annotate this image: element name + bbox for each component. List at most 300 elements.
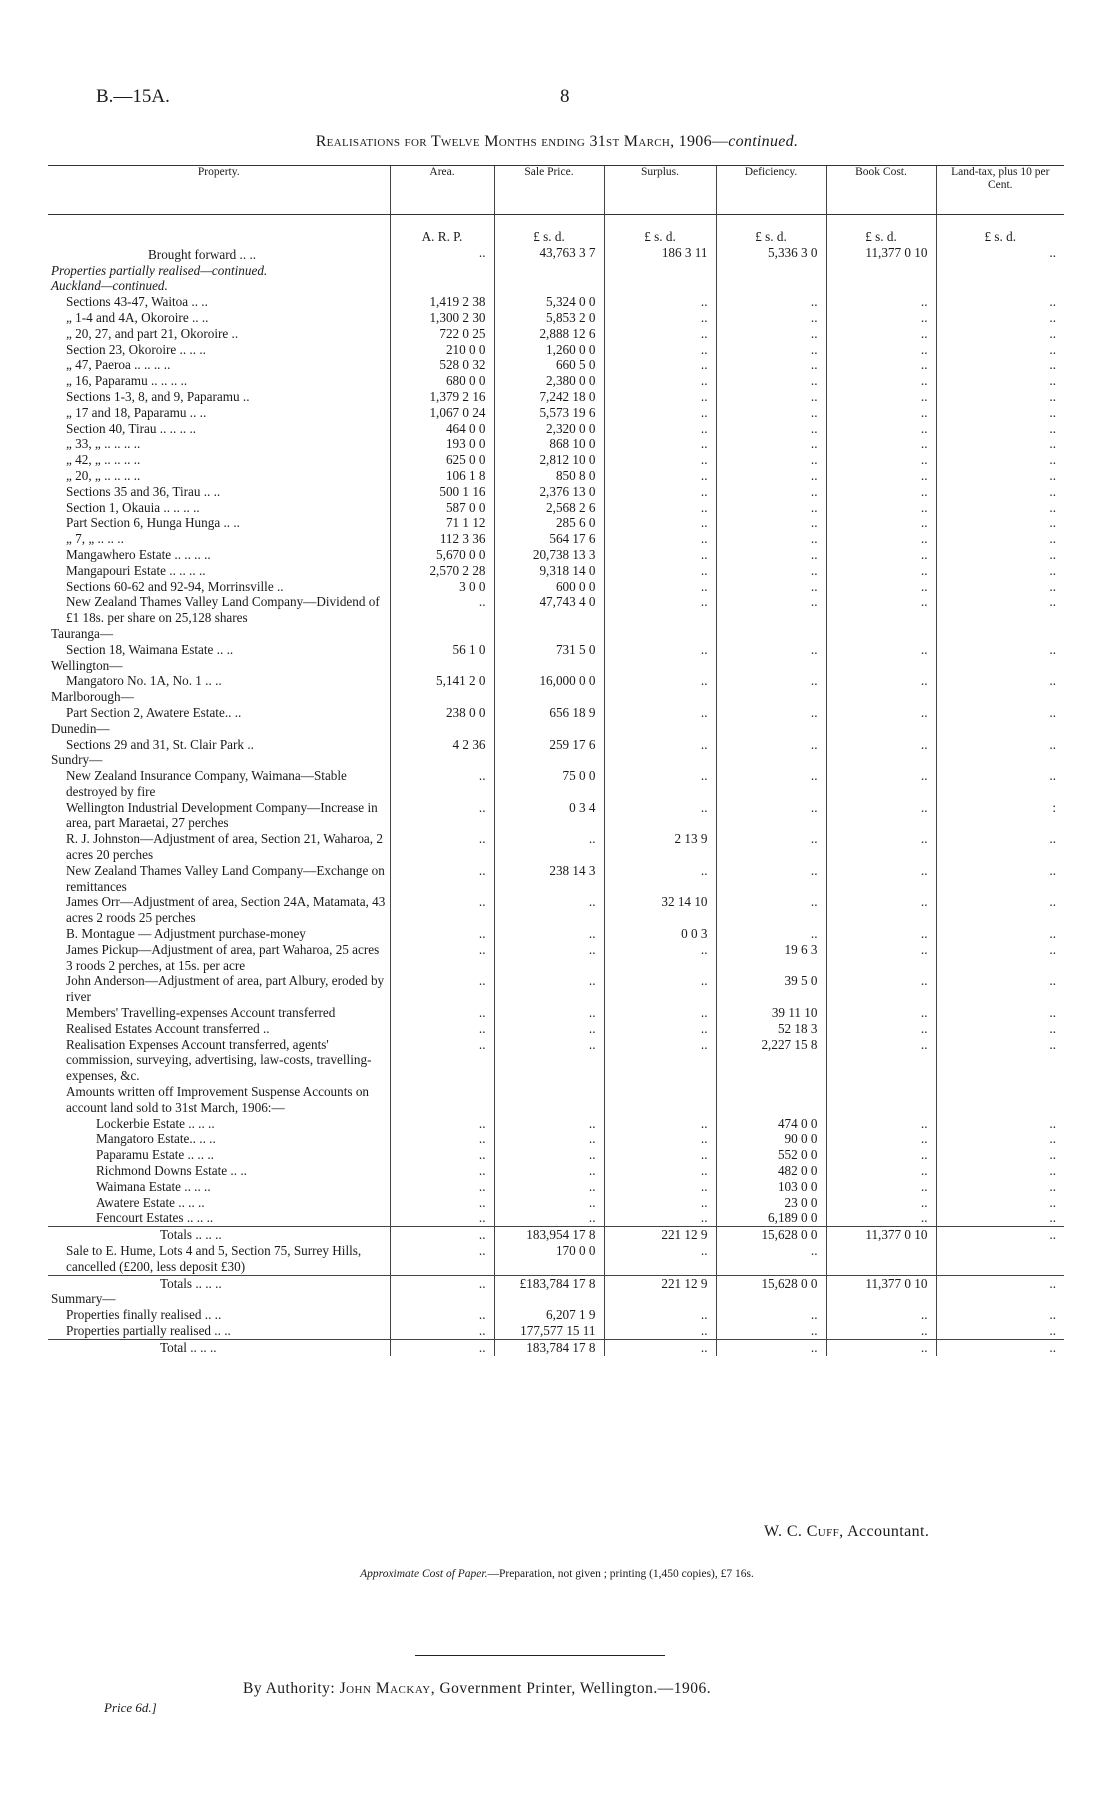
book-cell: .. xyxy=(826,1021,936,1037)
area-cell: 528 0 32 xyxy=(390,357,494,373)
book-cell: .. xyxy=(826,405,936,421)
property-cell: Part Section 2, Awatere Estate.. .. xyxy=(66,704,242,720)
surplus-cell: .. xyxy=(604,579,716,595)
property-cell: Mangawhero Estate .. .. .. .. xyxy=(66,546,211,562)
property-cell: Sections 1-3, 8, and 9, Paparamu .. xyxy=(66,388,250,404)
landtax-cell xyxy=(936,263,1064,279)
property-cell: Sections 43-47, Waitoa .. .. xyxy=(66,294,208,310)
book-cell xyxy=(826,1084,936,1116)
divider xyxy=(415,1655,665,1656)
deficiency-cell: .. xyxy=(716,326,826,342)
deficiency-cell: .. xyxy=(716,642,826,658)
deficiency-cell xyxy=(716,658,826,674)
area-cell: 2,570 2 28 xyxy=(390,563,494,579)
sale-cell: 564 17 6 xyxy=(494,531,604,547)
cost-note-label: Approximate Cost of Paper. xyxy=(360,1568,488,1580)
landtax-cell: .. xyxy=(936,245,1064,263)
sale-cell xyxy=(494,752,604,768)
landtax-cell: .. xyxy=(936,421,1064,437)
property-cell: Totals .. .. .. xyxy=(48,1227,390,1243)
sale-cell: .. xyxy=(494,894,604,926)
landtax-cell: .. xyxy=(936,389,1064,405)
table-row xyxy=(48,500,1064,516)
surplus-cell: .. xyxy=(604,1005,716,1021)
area-cell: .. xyxy=(390,1147,494,1163)
sale-cell: 850 8 0 xyxy=(494,468,604,484)
table-row xyxy=(48,373,1064,389)
surplus-cell: .. xyxy=(604,500,716,516)
area-cell: 625 0 0 xyxy=(390,452,494,468)
deficiency-cell: .. xyxy=(716,515,826,531)
sale-cell: .. xyxy=(494,942,604,974)
book-cell: 11,377 0 10 xyxy=(826,1275,936,1291)
deficiency-cell: .. xyxy=(716,705,826,721)
deficiency-cell xyxy=(716,689,826,705)
book-cell: .. xyxy=(826,357,936,373)
property-cell: Summary— xyxy=(51,1291,116,1307)
book-cell: .. xyxy=(826,1037,936,1084)
landtax-cell: .. xyxy=(936,310,1064,326)
landtax-cell: .. xyxy=(936,547,1064,563)
authority-suffix: , Government Printer, Wellington.—1906. xyxy=(430,1680,712,1697)
surplus-cell: 221 12 9 xyxy=(604,1275,716,1291)
page-number: 8 xyxy=(560,86,570,107)
landtax-cell: .. xyxy=(936,1339,1064,1355)
book-cell: .. xyxy=(826,436,936,452)
book-cell: .. xyxy=(826,800,936,832)
table-row xyxy=(48,658,1064,674)
area-cell: .. xyxy=(390,831,494,863)
deficiency-cell: 474 0 0 xyxy=(716,1116,826,1132)
book-cell: .. xyxy=(826,1116,936,1132)
table-row xyxy=(48,531,1064,547)
sale-cell: 2,812 10 0 xyxy=(494,452,604,468)
area-cell: 464 0 0 xyxy=(390,421,494,437)
property-cell: Waimana Estate .. .. .. xyxy=(96,1178,211,1194)
property-cell: Section 1, Okauia .. .. .. .. xyxy=(66,499,200,515)
book-cell: .. xyxy=(826,594,936,626)
table-row xyxy=(48,563,1064,579)
area-cell: 587 0 0 xyxy=(390,500,494,516)
landtax-cell: .. xyxy=(936,768,1064,800)
sale-cell: 5,324 0 0 xyxy=(494,294,604,310)
landtax-cell xyxy=(936,658,1064,674)
property-cell: Section 18, Waimana Estate .. .. xyxy=(66,641,234,657)
property-cell: Realisation Expenses Account transferred, agents' commission, surveying, advertising, law-costs, travelling-expenses, &c. xyxy=(66,1036,372,1084)
area-cell: .. xyxy=(390,1195,494,1211)
deficiency-cell: 19 6 3 xyxy=(716,942,826,974)
realisations-table xyxy=(48,165,1064,1356)
sale-cell: 660 5 0 xyxy=(494,357,604,373)
property-cell: Sundry— xyxy=(51,752,103,768)
table-row xyxy=(48,626,1064,642)
landtax-cell: .. xyxy=(936,1116,1064,1132)
property-cell: Tauranga— xyxy=(51,625,114,641)
area-cell: .. xyxy=(390,926,494,942)
deficiency-cell: 90 0 0 xyxy=(716,1131,826,1147)
sale-cell: 2,380 0 0 xyxy=(494,373,604,389)
deficiency-cell: 39 11 10 xyxy=(716,1005,826,1021)
surplus-cell: .. xyxy=(604,515,716,531)
sale-cell: 20,738 13 3 xyxy=(494,547,604,563)
sale-cell: 170 0 0 xyxy=(494,1243,604,1275)
deficiency-cell: .. xyxy=(716,737,826,753)
table-row xyxy=(48,245,1064,263)
title-main: Realisations for Twelve Months ending 31st March, 1906— xyxy=(315,133,729,150)
landtax-cell: .. xyxy=(936,1037,1064,1084)
deficiency-cell: .. xyxy=(716,594,826,626)
deficiency-cell: 6,189 0 0 xyxy=(716,1210,826,1226)
unit-cell: A. R. P. xyxy=(390,215,494,245)
unit-cell: £ s. d. xyxy=(716,215,826,245)
table-row xyxy=(48,800,1064,832)
landtax-cell: .. xyxy=(936,973,1064,1005)
property-cell: Section 40, Tirau .. .. .. .. xyxy=(66,420,197,436)
deficiency-cell: .. xyxy=(716,484,826,500)
document-code: B.—15A. xyxy=(96,86,170,107)
signature-role: , Accountant. xyxy=(839,1523,930,1540)
property-cell: „ 20, „ .. .. .. .. xyxy=(66,467,141,483)
sale-cell xyxy=(494,1084,604,1116)
property-cell: Sections 60-62 and 92-94, Morrinsville .. xyxy=(66,578,284,594)
authority-line xyxy=(243,1680,711,1698)
property-cell: Properties finally realised .. .. xyxy=(66,1307,222,1323)
area-cell: .. xyxy=(390,1275,494,1291)
surplus-cell: .. xyxy=(604,436,716,452)
deficiency-cell: .. xyxy=(716,357,826,373)
table-row xyxy=(48,721,1064,737)
book-cell: 11,377 0 10 xyxy=(826,245,936,263)
sale-cell: 5,573 19 6 xyxy=(494,405,604,421)
area-cell: 106 1 8 xyxy=(390,468,494,484)
landtax-cell: .. xyxy=(936,1195,1064,1211)
sale-cell: 16,000 0 0 xyxy=(494,673,604,689)
table-row xyxy=(48,737,1064,753)
property-cell: New Zealand Thames Valley Land Company—Dividend of £1 18s. per share on 25,128 shares xyxy=(66,594,380,626)
area-cell: 3 0 0 xyxy=(390,579,494,595)
area-cell: 1,419 2 38 xyxy=(390,294,494,310)
col-header-surplus: Surplus. xyxy=(604,166,716,215)
landtax-cell xyxy=(936,752,1064,768)
surplus-cell: 0 0 3 xyxy=(604,926,716,942)
table-row xyxy=(48,894,1064,926)
units-row xyxy=(48,215,1064,245)
sale-cell: 656 18 9 xyxy=(494,705,604,721)
landtax-cell: .. xyxy=(936,500,1064,516)
page-title xyxy=(0,133,1114,151)
book-cell: .. xyxy=(826,531,936,547)
book-cell: .. xyxy=(826,1131,936,1147)
sale-cell: 9,318 14 0 xyxy=(494,563,604,579)
book-cell: .. xyxy=(826,547,936,563)
landtax-cell: .. xyxy=(936,405,1064,421)
landtax-cell: .. xyxy=(936,594,1064,626)
property-cell: Total .. .. .. xyxy=(48,1339,390,1355)
area-cell: .. xyxy=(390,1163,494,1179)
landtax-cell: .. xyxy=(936,357,1064,373)
sale-cell: 1,260 0 0 xyxy=(494,342,604,358)
deficiency-cell: .. xyxy=(716,531,826,547)
table-row xyxy=(48,294,1064,310)
table-row xyxy=(48,468,1064,484)
sale-cell: 2,568 2 6 xyxy=(494,500,604,516)
property-cell: Lockerbie Estate .. .. .. xyxy=(96,1115,215,1131)
sale-cell xyxy=(494,721,604,737)
area-cell: .. xyxy=(390,1005,494,1021)
surplus-cell: .. xyxy=(604,310,716,326)
landtax-cell: .. xyxy=(936,1005,1064,1021)
sale-cell: £183,784 17 8 xyxy=(494,1275,604,1291)
deficiency-cell: .. xyxy=(716,294,826,310)
property-cell: Wellington Industrial Development Company—Increase in area, part Maraetai, 27 perches xyxy=(66,799,378,831)
landtax-cell xyxy=(936,1243,1064,1275)
landtax-cell xyxy=(936,689,1064,705)
book-cell: .. xyxy=(826,642,936,658)
surplus-cell: .. xyxy=(604,1021,716,1037)
sale-cell xyxy=(494,658,604,674)
table-row xyxy=(48,1307,1064,1323)
property-cell: James Orr—Adjustment of area, Section 24A, Matamata, 43 acres 2 roods 25 perches xyxy=(66,894,386,926)
area-cell: .. xyxy=(390,1210,494,1226)
deficiency-cell: 103 0 0 xyxy=(716,1179,826,1195)
area-cell: .. xyxy=(390,894,494,926)
sale-cell xyxy=(494,626,604,642)
deficiency-cell: .. xyxy=(716,800,826,832)
landtax-cell: .. xyxy=(936,1163,1064,1179)
property-cell: Members' Travelling-expenses Account transferred xyxy=(66,1005,336,1021)
sale-cell: .. xyxy=(494,1116,604,1132)
area-cell xyxy=(390,1291,494,1307)
deficiency-cell: 552 0 0 xyxy=(716,1147,826,1163)
area-cell: 500 1 16 xyxy=(390,484,494,500)
area-cell: .. xyxy=(390,768,494,800)
book-cell xyxy=(826,1291,936,1307)
area-cell: .. xyxy=(390,1131,494,1147)
book-cell: .. xyxy=(826,1210,936,1226)
surplus-cell: 186 3 11 xyxy=(604,245,716,263)
area-cell: .. xyxy=(390,1179,494,1195)
sale-cell: 2,888 12 6 xyxy=(494,326,604,342)
deficiency-cell xyxy=(716,626,826,642)
deficiency-cell: 482 0 0 xyxy=(716,1163,826,1179)
property-cell: „ 20, 27, and part 21, Okoroire .. xyxy=(66,325,239,341)
book-cell: .. xyxy=(826,942,936,974)
surplus-cell: .. xyxy=(604,863,716,895)
table-row xyxy=(48,421,1064,437)
deficiency-cell xyxy=(716,263,826,279)
landtax-cell: .. xyxy=(936,642,1064,658)
deficiency-cell: .. xyxy=(716,310,826,326)
book-cell: .. xyxy=(826,310,936,326)
surplus-cell: .. xyxy=(604,1210,716,1226)
book-cell xyxy=(826,263,936,279)
landtax-cell xyxy=(936,626,1064,642)
unit-cell: £ s. d. xyxy=(604,215,716,245)
landtax-cell: .. xyxy=(936,373,1064,389)
property-cell: Part Section 6, Hunga Hunga .. .. xyxy=(66,515,240,531)
deficiency-cell: 5,336 3 0 xyxy=(716,245,826,263)
book-cell: .. xyxy=(826,894,936,926)
sale-cell: 183,784 17 8 xyxy=(494,1339,604,1355)
cost-note-text: —Preparation, not given ; printing (1,450 copies), £7 16s. xyxy=(487,1568,754,1580)
table-row xyxy=(48,942,1064,974)
surplus-cell: .. xyxy=(604,1179,716,1195)
landtax-cell: .. xyxy=(936,1227,1064,1243)
surplus-cell: .. xyxy=(604,357,716,373)
property-cell: Paparamu Estate .. .. .. xyxy=(96,1147,214,1163)
sale-cell: 731 5 0 xyxy=(494,642,604,658)
sale-cell: .. xyxy=(494,1005,604,1021)
sale-cell: 6,207 1 9 xyxy=(494,1307,604,1323)
surplus-cell: .. xyxy=(604,531,716,547)
book-cell: .. xyxy=(826,1005,936,1021)
area-cell xyxy=(390,278,494,294)
landtax-cell: .. xyxy=(936,579,1064,595)
deficiency-cell: .. xyxy=(716,500,826,516)
book-cell: .. xyxy=(826,468,936,484)
surplus-cell xyxy=(604,658,716,674)
deficiency-cell: 15,628 0 0 xyxy=(716,1275,826,1291)
area-cell: 56 1 0 xyxy=(390,642,494,658)
surplus-cell: .. xyxy=(604,1037,716,1084)
surplus-cell: .. xyxy=(604,547,716,563)
deficiency-cell xyxy=(716,1291,826,1307)
sale-cell xyxy=(494,263,604,279)
col-header-area: Area. xyxy=(390,166,494,215)
area-cell: .. xyxy=(390,1307,494,1323)
sale-cell: .. xyxy=(494,1037,604,1084)
property-cell: „ 17 and 18, Paparamu .. .. xyxy=(66,404,207,420)
table-row xyxy=(48,263,1064,279)
landtax-cell xyxy=(936,1291,1064,1307)
col-header-book-cost: Book Cost. xyxy=(826,166,936,215)
col-header-deficiency: Deficiency. xyxy=(716,166,826,215)
book-cell: .. xyxy=(826,1339,936,1355)
table-row xyxy=(48,926,1064,942)
landtax-cell: .. xyxy=(936,452,1064,468)
book-cell: .. xyxy=(826,563,936,579)
property-cell: „ 16, Paparamu .. .. .. .. xyxy=(66,373,188,389)
property-cell: Auckland—continued. xyxy=(51,278,168,294)
surplus-cell: .. xyxy=(604,294,716,310)
property-cell: John Anderson—Adjustment of area, part Albury, eroded by river xyxy=(66,973,385,1005)
table-row xyxy=(48,1163,1064,1179)
table-row xyxy=(48,1243,1064,1275)
area-cell xyxy=(390,263,494,279)
surplus-cell: .. xyxy=(604,768,716,800)
property-cell: Mangapouri Estate .. .. .. .. xyxy=(66,562,206,578)
sale-cell: 47,743 4 0 xyxy=(494,594,604,626)
property-cell: Mangatoro No. 1A, No. 1 .. .. xyxy=(66,673,222,689)
area-cell: 1,300 2 30 xyxy=(390,310,494,326)
area-cell xyxy=(390,721,494,737)
property-cell: Section 23, Okoroire .. .. .. xyxy=(66,341,206,357)
table-row xyxy=(48,484,1064,500)
deficiency-cell: .. xyxy=(716,468,826,484)
landtax-cell: .. xyxy=(936,673,1064,689)
table-row xyxy=(48,973,1064,1005)
table-row xyxy=(48,1037,1064,1084)
landtax-cell: .. xyxy=(936,531,1064,547)
landtax-cell xyxy=(936,721,1064,737)
surplus-cell: .. xyxy=(604,405,716,421)
table-row xyxy=(48,389,1064,405)
table-row xyxy=(48,1323,1064,1339)
landtax-cell: .. xyxy=(936,1131,1064,1147)
table-row xyxy=(48,752,1064,768)
deficiency-cell xyxy=(716,721,826,737)
deficiency-cell xyxy=(716,1084,826,1116)
area-cell: 5,670 0 0 xyxy=(390,547,494,563)
table-row xyxy=(48,831,1064,863)
landtax-cell: .. xyxy=(936,294,1064,310)
landtax-cell: .. xyxy=(936,942,1064,974)
table-row xyxy=(48,436,1064,452)
authority-prefix: By Authority: xyxy=(243,1680,340,1697)
surplus-cell: .. xyxy=(604,389,716,405)
surplus-cell xyxy=(604,1084,716,1116)
book-cell xyxy=(826,658,936,674)
book-cell: .. xyxy=(826,673,936,689)
surplus-cell: .. xyxy=(604,468,716,484)
surplus-cell: .. xyxy=(604,1163,716,1179)
book-cell xyxy=(826,626,936,642)
property-cell: „ 42, „ .. .. .. .. xyxy=(66,452,141,468)
area-cell: 5,141 2 0 xyxy=(390,673,494,689)
landtax-cell: .. xyxy=(936,342,1064,358)
landtax-cell: .. xyxy=(936,1323,1064,1339)
table-row xyxy=(48,278,1064,294)
deficiency-cell: .. xyxy=(716,1307,826,1323)
book-cell xyxy=(826,278,936,294)
deficiency-cell xyxy=(716,752,826,768)
sale-cell: .. xyxy=(494,1147,604,1163)
deficiency-cell: .. xyxy=(716,563,826,579)
area-cell: .. xyxy=(390,1116,494,1132)
surplus-cell: .. xyxy=(604,1243,716,1275)
totals-row xyxy=(48,1227,1064,1243)
col-header-land-tax: Land-tax, plus 10 per Cent. xyxy=(936,166,1064,215)
sale-cell: 259 17 6 xyxy=(494,737,604,753)
deficiency-cell: .. xyxy=(716,863,826,895)
area-cell: .. xyxy=(390,1037,494,1084)
book-cell: .. xyxy=(826,389,936,405)
table-row xyxy=(48,1210,1064,1226)
deficiency-cell: .. xyxy=(716,1243,826,1275)
signature-name: Cuff xyxy=(806,1523,840,1540)
surplus-cell: .. xyxy=(604,1147,716,1163)
price: Price 6d.] xyxy=(104,1700,157,1715)
signature xyxy=(764,1523,929,1541)
table-row xyxy=(48,579,1064,595)
book-cell: .. xyxy=(826,326,936,342)
area-cell xyxy=(390,626,494,642)
sale-cell: .. xyxy=(494,973,604,1005)
area-cell xyxy=(390,689,494,705)
surplus-cell: .. xyxy=(604,737,716,753)
landtax-cell: .. xyxy=(936,515,1064,531)
property-cell: „ 7, „ .. .. .. xyxy=(66,531,124,547)
book-cell: .. xyxy=(826,973,936,1005)
surplus-cell: .. xyxy=(604,342,716,358)
area-cell: 722 0 25 xyxy=(390,326,494,342)
table-row xyxy=(48,405,1064,421)
area-cell: .. xyxy=(390,1323,494,1339)
surplus-cell: .. xyxy=(604,973,716,1005)
deficiency-cell: 39 5 0 xyxy=(716,973,826,1005)
property-cell: Sections 35 and 36, Tirau .. .. xyxy=(66,483,221,499)
title-continued: continued. xyxy=(728,133,799,150)
